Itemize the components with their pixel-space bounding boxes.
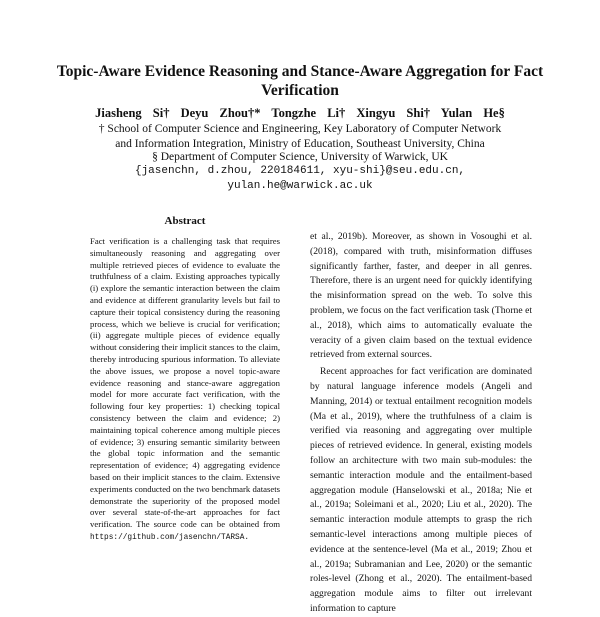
- author-emails: [40, 164, 560, 194]
- emails-line-1: {jasenchn, d.zhou, 220184611, xyu-shi}@seu.edu.cn,: [134, 165, 466, 177]
- affiliation-line-1: † School of Computer Science and Engineering, Key Laboratory of Computer Network: [98, 123, 502, 135]
- affiliation-southeast: [40, 122, 560, 152]
- affiliation-line-2: and Information Integration, Ministry of Education, Southeast University, China: [115, 138, 485, 150]
- abstract-heading: Abstract: [164, 215, 206, 227]
- affiliation-warwick: § Department of Computer Science, University of Warwick, UK: [152, 151, 448, 163]
- abstract-column: [90, 215, 280, 545]
- code-link[interactable]: https://github.com/jasenchn/TARSA.: [90, 533, 250, 542]
- author-list: Jiasheng Si† Deyu Zhou†* Tongzhe Li† Xingyu Shi† Yulan He§: [95, 106, 505, 120]
- title-line-2: Verification: [261, 82, 339, 99]
- abstract-text: Fact verification is a challenging task that requires simultaneously reasoning and aggregating over multiple retrieved pieces of evidence to evaluate the truthfulness of a claim. Existing approaches typically (i) explore the semantic interaction between the claim and evidence at different granularity levels but fail to capture their topical consistency during the reasoning process, which we believe is crucial for verification; (ii) aggregate multiple pieces of evidence equally without considering their implicit stances to the claim, thereby introducing spurious information. To alleviate the above issues, we propose a novel topic-aware evidence reasoning and stance-aware aggregation model for more accurate fact verification, with the following four key properties: 1) checking topical consistency between the claim and evidence; 2) maintaining topical coherence among multiple pieces of evidence; 3) ensuring semantic similarity between the global topic information and the semantic representation of evidence; 4) aggregating evidence based on their implicit stances to the claim. Extensive experiments conducted on the two benchmark datasets demonstrate the superiority of the proposed model over several state-of-the-art approaches for fact verification. The source code can be obtained from: [90, 236, 280, 530]
- paper-title: [40, 62, 560, 100]
- intro-paragraph-1: et al., 2019b). Moreover, as shown in Vosoughi et al. (2018), compared with truth, misinformation diffuses significantly farther, faster, and deeper in all genres. Therefore, there is an urgent need for quickly identifying the misinformation spread on the web. To solve this problem, we focus on the fact verification task (Thorne et al., 2018), which aims to automatically evaluate the veracity of a given claim based on the textual evidence retrieved from external sources.: [310, 231, 532, 361]
- title-line-1: Topic-Aware Evidence Reasoning and Stance-Aware Aggregation for Fact: [56, 63, 544, 80]
- abstract-body: [90, 236, 280, 545]
- introduction-column: [310, 230, 532, 617]
- intro-paragraph-2: Recent approaches for fact verification are dominated by natural language inference models (Angeli and Manning, 2014) or textual entailment recognition models (Ma et al., 2019), where the truthfulness of a claim is verified via reasoning and aggregating over multiple pieces of retrieved evidence. In general, existing models follow an architecture with two main sub-modules: the semantic interaction module and the entailment-based aggregation module (Hanselowski et al., 2018a; Nie et al., 2019a; Soleimani et al., 2020; Liu et al., 2020). The semantic interaction module attempts to grasp the rich semantic-level interactions among multiple pieces of evidence at the sentence-level (Ma et al., 2019; Zhou et al., 2019a; Subramanian and Lee, 2020) or the semantic roles-level (Zhong et al., 2020). The entailment-based aggregation module aims to filter out irrelevant information to capture: [310, 366, 532, 614]
- emails-line-2: yulan.he@warwick.ac.uk: [227, 180, 373, 192]
